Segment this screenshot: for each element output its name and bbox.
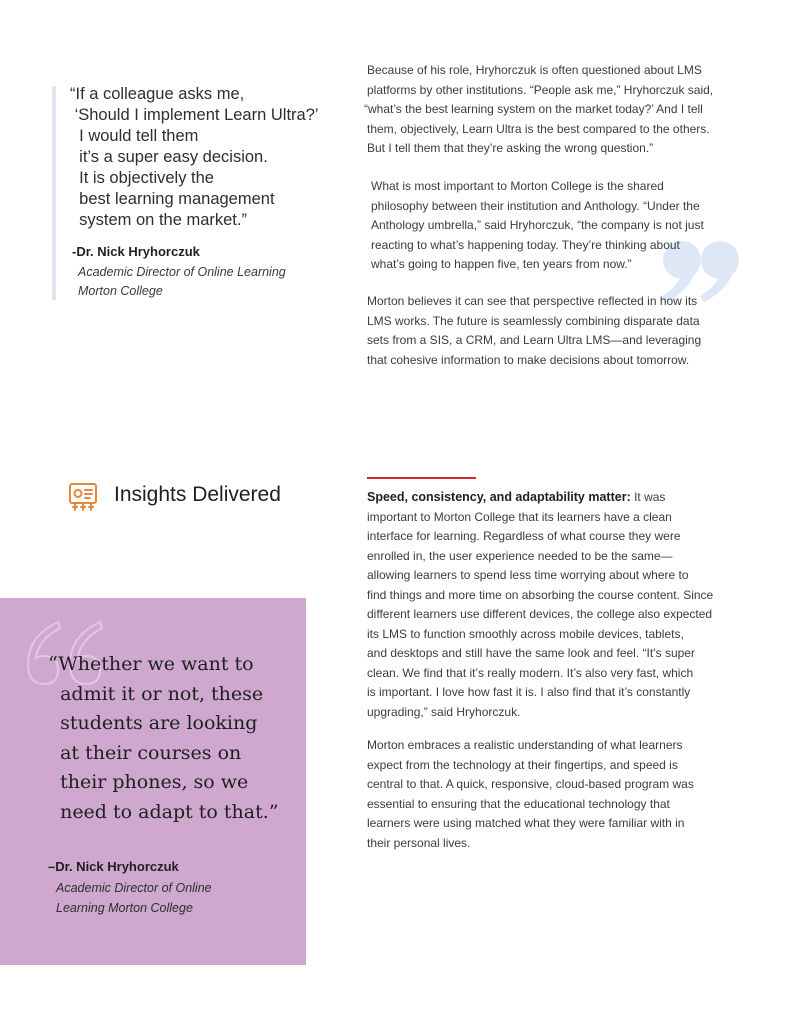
role-line: Morton College [78, 284, 163, 298]
text-line: and desktops and still have the same look and feel. “It’s super [367, 646, 695, 660]
text-line: What is most important to Morton College is the shared [371, 179, 664, 193]
text-line: essential to ensuring that the educational technology that [367, 796, 670, 811]
quote-author: -Dr. Nick Hryhorczuk [72, 244, 200, 259]
quote-line: it’s a super easy decision. [70, 148, 268, 166]
text-line: reacting to what’s happening today. They’re thinking about [371, 237, 680, 252]
text-line: their personal lives. [367, 835, 471, 850]
quote-line: best learning management [70, 190, 275, 208]
text-line: LMS works. The future is seamlessly combining disparate data [367, 313, 700, 328]
dashboard-icon [68, 482, 98, 512]
text-line: its LMS to function smoothly across mobile devices, tablets, [367, 626, 684, 641]
body-paragraph-3 [367, 292, 701, 370]
body-paragraph-2 [371, 177, 704, 275]
text-line: central to that. A quick, responsive, cloud-based program was [367, 777, 694, 791]
text-line: Anthology umbrella,” said Hryhorczuk, “the company is not just [371, 218, 704, 232]
quote-line: “Whether we want to [48, 653, 254, 675]
text-line: find things and more time on absorbing the course content. Since [367, 587, 714, 602]
quote-line: their phones, so we [48, 771, 249, 793]
section-divider [367, 477, 476, 479]
role-line: Academic Director of Online [56, 881, 212, 895]
role-line: Academic Director of Online Learning [78, 265, 286, 279]
text-line: Because of his role, Hryhorczuk is often questioned about LMS [367, 63, 702, 77]
body-paragraph-4 [367, 488, 713, 722]
body-paragraph-5 [367, 736, 694, 853]
text-line [367, 488, 713, 508]
text-line: platforms by other institutions. “People ask me,” Hryhorczuk said, [367, 82, 714, 97]
text-line: learners were using matched what they were familiar with in [367, 816, 685, 830]
text-line: upgrading,” said Hryhorczuk. [367, 704, 521, 719]
quote-line: need to adapt to that.” [48, 800, 279, 823]
text-line: different learners use different devices, the college also expected [367, 607, 713, 621]
text-line: that cohesive information to make decisions about tomorrow. [367, 352, 690, 367]
text-line: “what’s the best learning system on the market today?’ And I tell [364, 102, 703, 116]
text-line: allowing learners to spend less time worrying about where to [367, 568, 689, 582]
quote-line: at their courses on [48, 741, 242, 764]
text-line: But I tell them that they’re asking the wrong question.” [367, 141, 654, 155]
quote-line: admit it or not, these [48, 682, 264, 705]
lead-in-rest: It was [630, 490, 666, 504]
lead-in-bold: Speed, consistency, and adaptability matter: [367, 490, 631, 504]
quote-accent-bar [52, 86, 56, 300]
text-line: interface for learning. Regardless of what course they were [367, 529, 681, 543]
quote-line: system on the market.” [70, 211, 247, 229]
quote-author: –Dr. Nick Hryhorczuk [48, 859, 179, 874]
quote-line: students are looking [48, 712, 258, 734]
body-paragraph-1 [364, 61, 714, 159]
text-line: clean. We find that it’s really modern. It’s also very fast, which [367, 665, 694, 680]
quote-author-role [56, 878, 212, 918]
text-line: sets from a SIS, a CRM, and Learn Ultra LMS—and leveraging [367, 333, 702, 347]
text-line: what’s going to happen five, ten years from now.” [371, 257, 632, 271]
text-line: enrolled in, the user experience needed to be the same— [367, 548, 673, 563]
text-line: them, objectively, Learn Ultra is the best compared to the others. [367, 121, 710, 136]
quote-line: ‘Should I implement Learn Ultra?’ [70, 106, 319, 124]
pull-quote-2 [48, 650, 278, 827]
text-line: philosophy between their institution and Anthology. “Under the [371, 198, 700, 213]
role-line: Learning Morton College [56, 901, 193, 915]
text-line: is important. I love how fast it is. I also find that it’s constantly [367, 685, 691, 699]
text-line: expect from the technology at their fingertips, and speed is [367, 757, 678, 772]
pull-quote-1 [70, 84, 340, 231]
quote-line: I would tell them [70, 127, 199, 145]
text-line: Morton believes it can see that perspective reflected in how its [367, 294, 698, 308]
section-heading: Insights Delivered [114, 483, 281, 506]
text-line: Morton embraces a realistic understanding of what learners [367, 738, 683, 752]
text-line: important to Morton College that its learners have a clean [367, 509, 672, 524]
quote-author-role [78, 263, 286, 301]
quote-line: It is objectively the [70, 169, 214, 187]
quote-line: “If a colleague asks me, [70, 85, 245, 103]
